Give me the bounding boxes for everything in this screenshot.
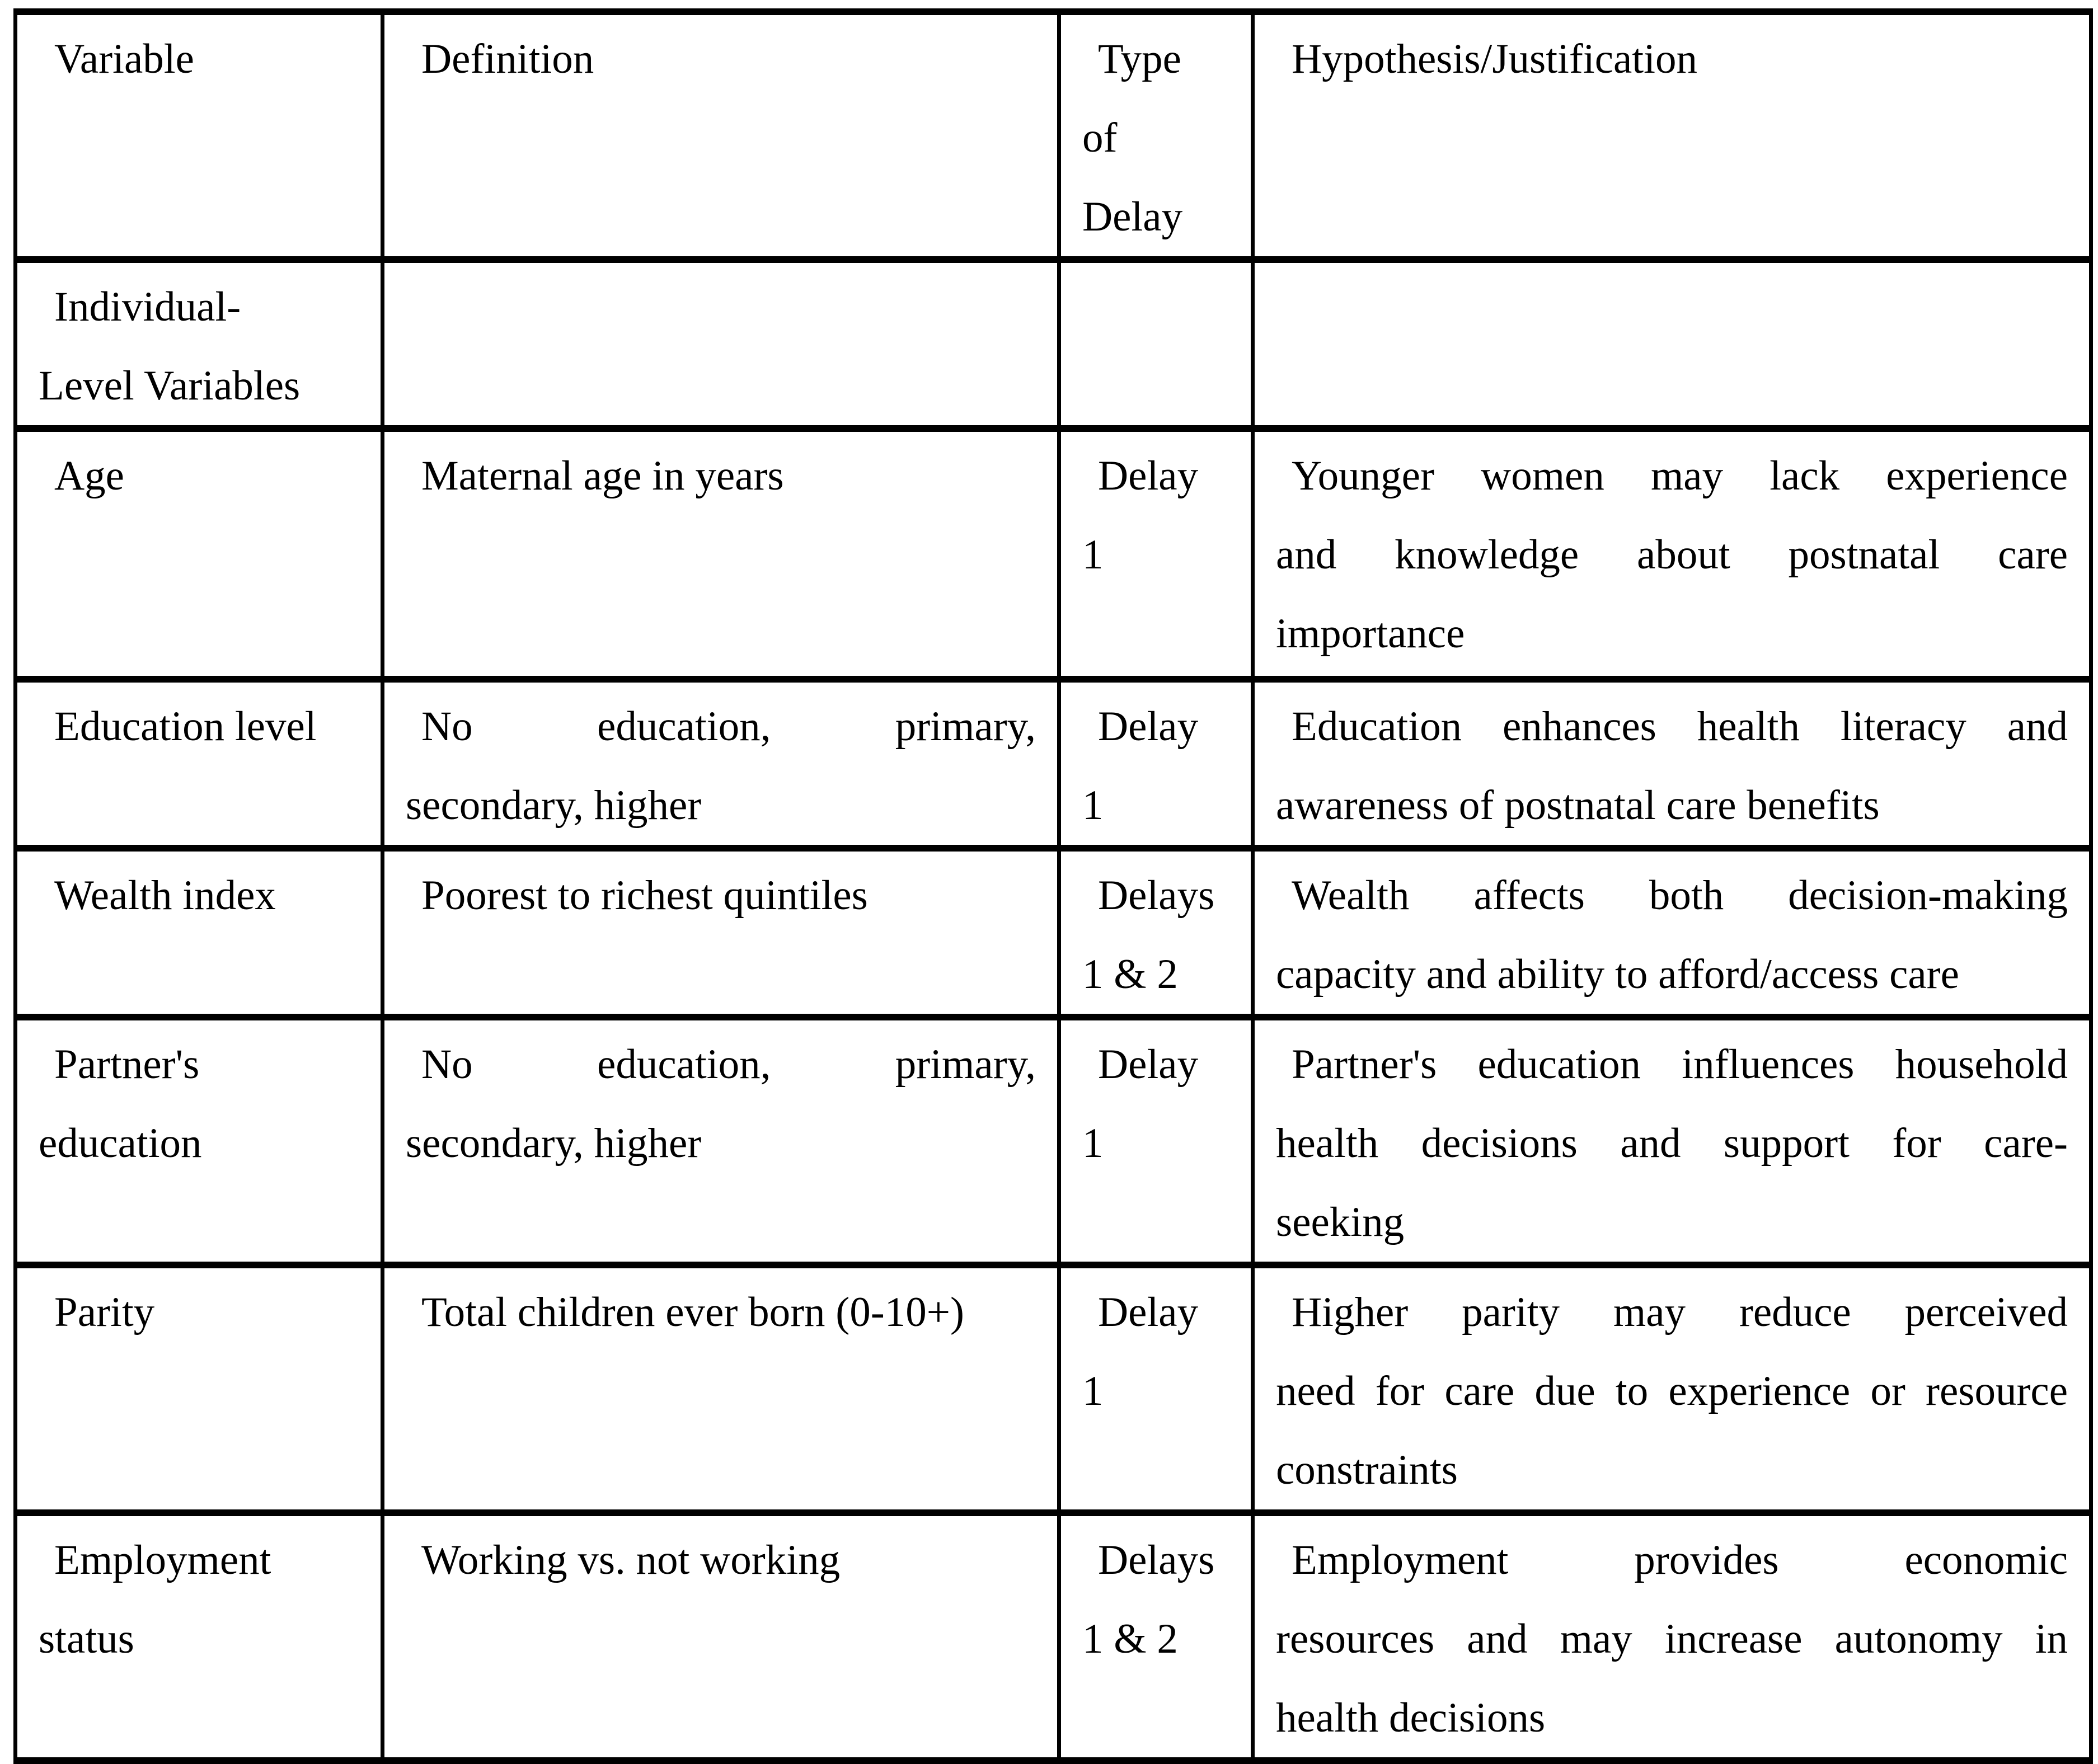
cell-definition [383, 679, 1059, 848]
cell-text-line: need for care due to experience or resource [1276, 1368, 2068, 1414]
cell-type-of-delay [1059, 429, 1253, 679]
cell-text-line: 1 [1082, 531, 1104, 578]
table-row [16, 848, 2091, 1017]
cell-variable [16, 1265, 383, 1513]
table-row [16, 260, 2091, 429]
cell-text-line: Delay [1098, 453, 1199, 499]
cell-variable [16, 679, 383, 848]
cell-text-line: No education, primary, [421, 1041, 1036, 1088]
cell-text-line: Delays [1098, 872, 1215, 919]
cell-text-line: 1 [1082, 782, 1104, 829]
cell-text-line: Delay [1098, 703, 1199, 750]
cell-text-line: Younger women may lack experience [1292, 453, 2068, 499]
cell-text-line: Level Variables [39, 363, 301, 409]
cell-text-line: health decisions [1276, 1695, 1546, 1741]
header-cell-definition [383, 12, 1059, 260]
cell-text-line: Wealth index [54, 872, 276, 919]
table-body [16, 12, 2091, 1761]
cell-text-line: 1 & 2 [1082, 1616, 1178, 1662]
cell-text-line: importance [1276, 610, 1465, 657]
cell-hypothesis [1253, 848, 2091, 1017]
cell-definition [383, 429, 1059, 679]
cell-text-line: awareness of postnatal care benefits [1276, 782, 1880, 829]
cell-text-line: and knowledge about postnatal care [1276, 531, 2068, 578]
cell-text-line: Type [1098, 36, 1181, 82]
cell-text-line: 1 [1082, 1368, 1104, 1414]
cell-text-line: Delays [1098, 1537, 1215, 1583]
cell-type-of-delay [1059, 679, 1253, 848]
cell-text-line: constraints [1276, 1447, 1458, 1493]
cell-type-of-delay [1059, 1017, 1253, 1265]
table-header-row [16, 12, 2091, 260]
cell-text-line: Partner's education influences household [1292, 1041, 2068, 1088]
cell-text-line: secondary, higher [406, 782, 702, 829]
cell-text-line: status [39, 1616, 134, 1662]
cell-text-line: Variable [54, 36, 194, 82]
cell-hypothesis [1253, 1513, 2091, 1761]
cell-definition [383, 1265, 1059, 1513]
cell-hypothesis [1253, 1265, 2091, 1513]
cell-text-line: capacity and ability to afford/access care [1276, 951, 1959, 998]
cell-variable [16, 1513, 383, 1761]
cell-type-of-delay [1059, 260, 1253, 429]
cell-text-line: Total children ever born (0-10+) [421, 1289, 965, 1335]
cell-text-line: 1 [1082, 1120, 1104, 1166]
document-page [0, 8, 2098, 1741]
cell-text-line: health decisions and support for care- [1276, 1120, 2068, 1166]
cell-text-line: resources and may increase autonomy in [1276, 1616, 2068, 1662]
cell-text-line: seeking [1276, 1199, 1405, 1245]
cell-text-line: No education, primary, [421, 703, 1036, 750]
table-row [16, 1513, 2091, 1761]
cell-definition [383, 260, 1059, 429]
cell-text-line: Education enhances health literacy and [1292, 703, 2068, 750]
cell-text-line: Employment provides economic [1292, 1537, 2068, 1583]
cell-hypothesis [1253, 1017, 2091, 1265]
cell-type-of-delay [1059, 1513, 1253, 1761]
variables-definitions-table [13, 8, 2093, 1764]
table-row [16, 679, 2091, 848]
cell-hypothesis [1253, 429, 2091, 679]
cell-text-line: Delay [1098, 1041, 1199, 1088]
cell-variable [16, 260, 383, 429]
cell-text-line: Parity [54, 1289, 155, 1335]
cell-text-line: of [1082, 115, 1118, 161]
cell-definition [383, 848, 1059, 1017]
table-row [16, 429, 2091, 679]
cell-type-of-delay [1059, 1265, 1253, 1513]
cell-text-line: 1 & 2 [1082, 951, 1178, 998]
cell-text-line: Working vs. not working [421, 1537, 841, 1583]
cell-text-line: Partner's [54, 1041, 200, 1088]
cell-text-line: Wealth affects both decision-making [1292, 872, 2068, 919]
cell-text-line: Hypothesis/Justification [1292, 36, 1697, 82]
cell-text-line: Higher parity may reduce perceived [1292, 1289, 2068, 1335]
cell-text-line: education [39, 1120, 202, 1166]
cell-text-line: Individual- [54, 284, 241, 330]
table-row [16, 1265, 2091, 1513]
header-cell-variable [16, 12, 383, 260]
cell-variable [16, 848, 383, 1017]
cell-definition [383, 1513, 1059, 1761]
header-cell-hypothesis [1253, 12, 2091, 260]
cell-text-line: Definition [421, 36, 594, 82]
cell-text-line: Maternal age in years [421, 453, 784, 499]
cell-text-line: Employment [54, 1537, 271, 1583]
table-row [16, 1017, 2091, 1265]
cell-variable [16, 429, 383, 679]
cell-text-line: Delay [1098, 1289, 1199, 1335]
header-cell-type-of-delay [1059, 12, 1253, 260]
cell-type-of-delay [1059, 848, 1253, 1017]
cell-text-line: Education level [54, 703, 317, 750]
cell-definition [383, 1017, 1059, 1265]
cell-text-line: Poorest to richest quintiles [421, 872, 868, 919]
cell-text-line: Age [54, 453, 124, 499]
cell-text-line: secondary, higher [406, 1120, 702, 1166]
cell-text-line: Delay [1082, 194, 1183, 240]
cell-hypothesis [1253, 260, 2091, 429]
cell-hypothesis [1253, 679, 2091, 848]
cell-variable [16, 1017, 383, 1265]
